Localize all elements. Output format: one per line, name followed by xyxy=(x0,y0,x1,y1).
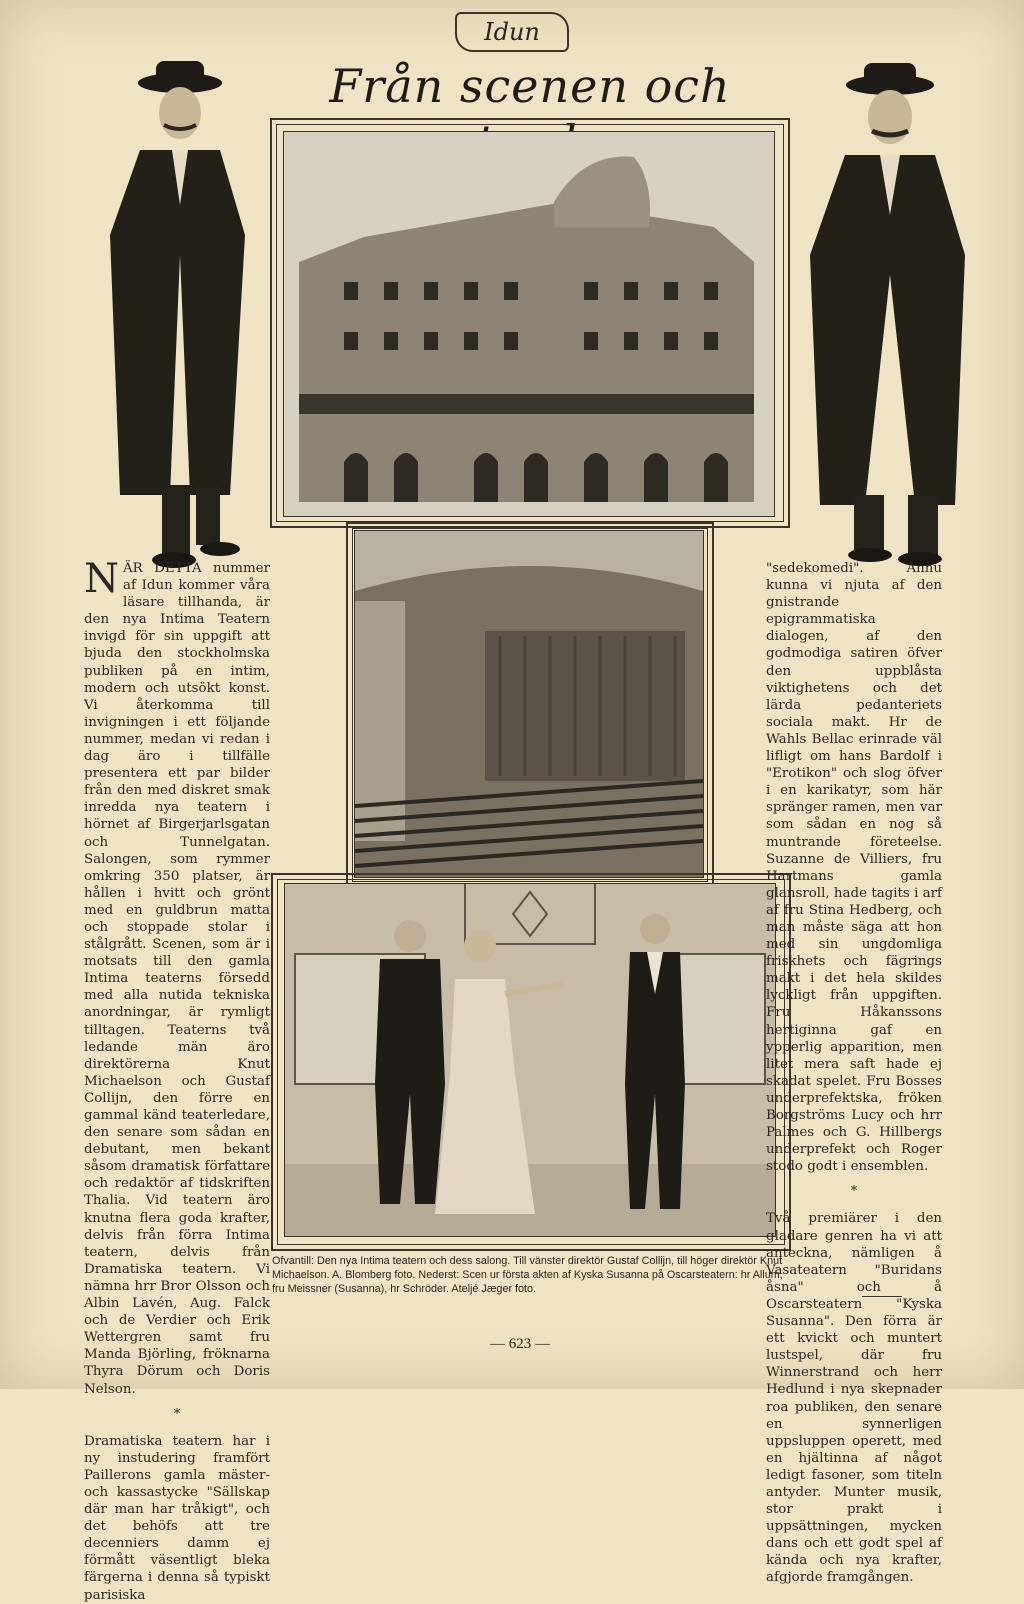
page-number: — 623 — xyxy=(490,1336,550,1352)
standing-man-figure xyxy=(80,55,270,575)
salon-illustration xyxy=(355,531,703,877)
left-column-text xyxy=(84,556,270,1604)
column-end-rule xyxy=(862,1296,902,1297)
stage-scene-illustration xyxy=(285,884,775,1236)
section-separator: * xyxy=(173,1406,181,1422)
portrait-right-michaelson xyxy=(790,55,980,575)
photo-kyska-susanna-scene xyxy=(284,883,776,1237)
section-separator: * xyxy=(850,1184,858,1200)
masthead-logo: Idun xyxy=(455,12,569,52)
left-column-paragraph-1: NÄR DETTA nummer af Idun kommer våra läsare tillhanda, är den nya Intima Teatern invigd för sin uppgift att bjuda den stockholmska publiken på en intim, modern och utsökt konst. Vi återkomma till invigningen i ett följande nummer, medan vi redan i dag äro i tillfälle presentera ett par bilder från den med diskret smak inredda nya teatern i hörnet af Birgerjarlsgatan och Tunnelgatan. Salongen, som rymmer omkring 350 platser, är hållen i hvitt och grönt med en guldbrun matta och stoppade stolar i stålgrått. Scenen, som är i motsats till den gamla Intima teaterns försedd med alla nutida tekniska anordningar, är rymligt tilltagen. Teaterns två ledande män äro direktörerna Knut Michaelson och Gustaf Collijn, den förre en gammal känd teaterledare, den senare som sådan en debutant, men bekant såsom dramatisk författare och redaktör af tidskriften Thalia. Vid teatern äro knutna flera goda krafter, delvis från förra Intima teatern, delvis från Dramatiska teatern. Vi nämna hrr Bror Olsson och Albin Lavén, Aug. Falck och de Verdier och Erik Wettergren samt fru Manda Björling, fröknarna Thyra Dörum och Doris Nelson. xyxy=(84,556,270,1397)
portrait-left-collijn xyxy=(80,55,270,575)
photo-intima-teatern-building xyxy=(283,131,775,517)
standing-man-figure xyxy=(790,55,980,575)
drop-cap: N xyxy=(84,556,119,602)
right-column-text xyxy=(766,560,942,1587)
headline: Från scenen och xyxy=(329,59,731,113)
right-column-paragraph-2: Två premiärer i den gladare genren ha vi att anteckna, nämligen å Vasateatern "Buridans åsna" och å Oscarsteatern "Kyska Susanna". Den förra är ett kvickt och muntert lustspel, där fru Winnerstrand och herr Hedlund i nya skepnader roa publiken, den senare en synnerligen uppsluppen operett, med en hjältinna af något ledigt fasoner, som titeln antyder. Munter musik, stor prakt i uppsättningen, mycken dans och ett godt spel af kända och nya krafter, afgjorde framgången. xyxy=(766,1211,942,1586)
photo-theatre-salon xyxy=(354,530,704,878)
photo-caption: Ofvantill: Den nya Intima teatern och dess salong. Till vänster direktör Gustaf Collijn, till höger direktör Knut Michaelson. A. Blomberg foto. Nederst: Scen ur första akten af Kyska Susanna på Oscarsteatern: hr Allum, fru Meissner (Susanna), hr Schröder. Ateljé Jæger foto. xyxy=(272,1255,783,1295)
right-column-paragraph-1: "sedekomedi". Ännu kunna vi njuta af den gnistrande epigrammatiska dialogen, af den godmodiga satiren öfver den uppblåsta viktighetens och det lärda pedanteriets sociala makt. Hr de Wahls Bellac erinrade väl lifligt om hans Bardolf i "Erotikon" och slog öfver i en karikatyr, som här spränger ramen, men var som sådan en nog så muntrande företeelse. Suzanne de Villiers, fru Hartmans gamla glansroll, hade tagits i arf af fru Stina Hedberg, och man måste säga att hon med sin ungdomliga friskhets och fägrings makt i det hela skildes lyckligt från uppgiften. Fru Håkanssons hertiginna gaf en ypperlig apparition, men litet mera saft hade ej skadat spelet. Fru Bosses underprefektska, fröken Borgströms Lucy och hrr Palmes och G. Hillbergs underprefekt och Roger stodo godt i ensemblen. xyxy=(766,561,942,1175)
left-column-paragraph-2: Dramatiska teatern har i ny instudering framfört Paillerons gamla mäster- och kassastycke "Sällskap där man har tråkigt", och det behöfs att tre decenniers damm ej förmått väsentligt bleka färgerna i denna så typiskt parisiska xyxy=(84,1433,270,1603)
building-illustration xyxy=(284,132,774,516)
